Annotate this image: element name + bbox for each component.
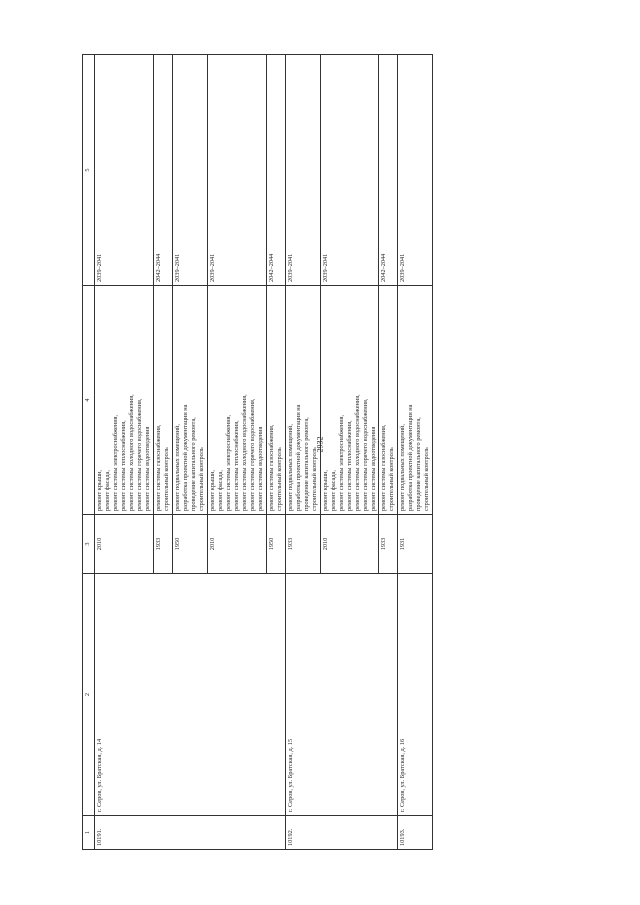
work-line: ремонт системы теплоснабжения, (345, 420, 353, 511)
table-row (285, 55, 320, 850)
period-cell: 2042–2044 (379, 55, 398, 286)
year-cell: 1950 (172, 515, 207, 574)
works-cell (95, 286, 154, 515)
work-line: строительный контроль (197, 447, 205, 511)
work-line: проведение капитального ремонта, (302, 417, 310, 511)
year-cell: 2010 (207, 515, 266, 574)
table-row (95, 55, 154, 850)
work-line: ремонт системы холодного водоснабжения, (240, 394, 248, 511)
work-line: ремонт подвальных помещений, (399, 424, 407, 511)
works-cell (398, 286, 433, 515)
work-line: ремонт системы холодного водоснабжения, (353, 394, 361, 511)
work-line: ремонт системы горячего водоснабжения, (135, 398, 143, 511)
entry-number: 10193. (398, 816, 433, 850)
works-cell (285, 286, 320, 515)
period-cell: 2042–2044 (153, 55, 172, 286)
work-line: ремонт подвальных помещений, (173, 424, 181, 511)
work-line: ремонт фасада, (329, 470, 337, 511)
work-line: ремонт системы водоотведения (143, 426, 151, 511)
column-header: 3 (83, 515, 95, 574)
works-cell (172, 286, 207, 515)
work-line: ремонт крыши, (208, 469, 216, 511)
building-address: г. Серов, ул. Братская, д. 16 (398, 574, 433, 816)
work-line: разработка проектной документации на (294, 404, 302, 511)
work-line: проведение капитального ремонта, (189, 417, 197, 511)
period-cell: 2039–2041 (285, 55, 320, 286)
entry-number: 10192. (285, 816, 398, 850)
works-cell (379, 286, 398, 515)
work-line: ремонт системы горячего водоснабжения, (361, 398, 369, 511)
period-cell: 2042–2044 (266, 55, 285, 286)
work-line: ремонт системы газоснабжения, (380, 424, 388, 511)
period-cell: 2039–2041 (95, 55, 154, 286)
year-cell: 1933 (285, 515, 320, 574)
work-line: строительный контроль (310, 447, 318, 511)
work-line: ремонт системы холодного водоснабжения, (127, 394, 135, 511)
work-line: ремонт подвальных помещений, (286, 424, 294, 511)
year-cell: 2010 (95, 515, 154, 574)
work-line: ремонт системы электроснабжения, (337, 414, 345, 511)
period-cell: 2039–2041 (172, 55, 207, 286)
page-number: 2932 (315, 436, 325, 453)
work-line: ремонт системы горячего водоснабжения, (248, 398, 256, 511)
works-cell (266, 286, 285, 515)
column-header: 2 (83, 574, 95, 816)
work-line: ремонт системы электроснабжения, (111, 414, 119, 511)
rotated-page (82, 55, 542, 850)
year-cell: 1933 (153, 515, 172, 574)
work-line: ремонт системы водоотведения (369, 426, 377, 511)
period-cell: 2039–2041 (398, 55, 433, 286)
work-line: ремонт системы теплоснабжения, (119, 420, 127, 511)
work-line: ремонт крыши, (321, 469, 329, 511)
column-header: 5 (83, 55, 95, 286)
works-cell (207, 286, 266, 515)
work-line: строительный контроль (275, 447, 283, 511)
work-line: строительный контроль (388, 447, 396, 511)
work-line: проведение капитального ремонта, (415, 417, 423, 511)
work-line: ремонт фасада, (103, 470, 111, 511)
table-row (398, 55, 433, 850)
column-header: 4 (83, 286, 95, 515)
works-cell (153, 286, 172, 515)
year-cell: 1931 (398, 515, 433, 574)
work-line: разработка проектной документации на (181, 404, 189, 511)
work-line: ремонт крыши, (96, 469, 103, 511)
work-line: ремонт системы теплоснабжения, (232, 420, 240, 511)
work-line: ремонт системы газоснабжения, (154, 424, 162, 511)
work-line: строительный контроль (423, 447, 431, 511)
table-body (95, 55, 433, 850)
repair-schedule-table (82, 54, 433, 850)
header-row (83, 55, 95, 850)
work-line: ремонт системы электроснабжения, (224, 414, 232, 511)
period-cell: 2039–2041 (207, 55, 266, 286)
year-cell: 2010 (320, 515, 379, 574)
work-line: ремонт системы газоснабжения, (267, 424, 275, 511)
year-cell: 1933 (379, 515, 398, 574)
year-cell: 1950 (266, 515, 285, 574)
work-line: ремонт фасада, (216, 470, 224, 511)
work-line: строительный контроль (162, 447, 170, 511)
work-line: ремонт системы водоотведения (256, 426, 264, 511)
works-cell (320, 286, 379, 515)
building-address: г. Серов, ул. Братская, д. 15 (285, 574, 398, 816)
period-cell: 2039–2041 (320, 55, 379, 286)
work-line: разработка проектной документации на (407, 404, 415, 511)
entry-number: 10191. (95, 816, 286, 850)
column-header: 1 (83, 816, 95, 850)
building-address: г. Серов, ул. Братская, д. 14 (95, 574, 286, 816)
